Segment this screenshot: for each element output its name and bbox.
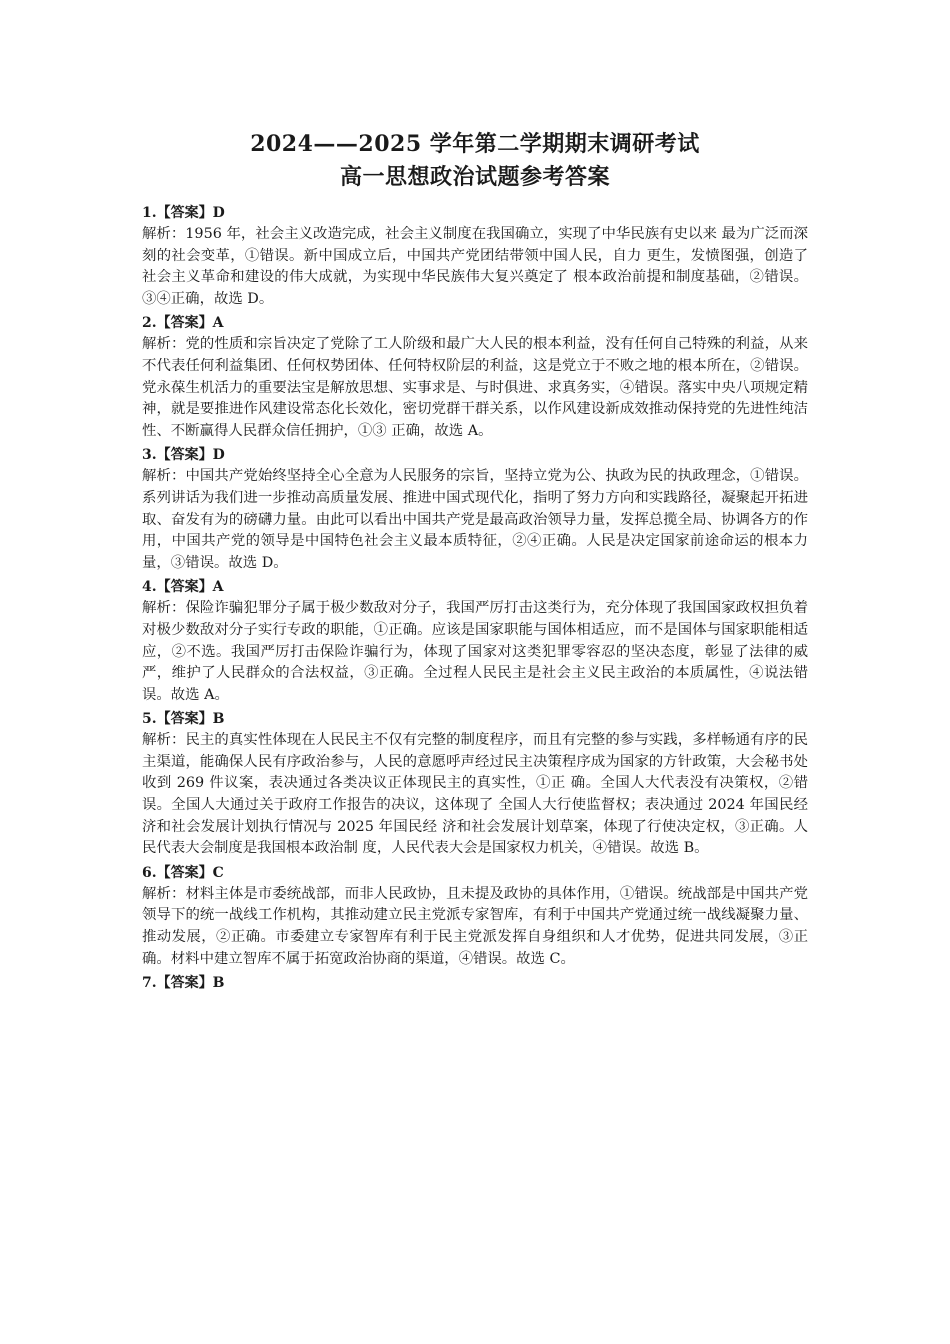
question-3 bbox=[142, 444, 808, 574]
answer-analysis: 解析：民主的真实性体现在人民民主不仅有完整的制度程序，而且有完整的参与实践，多样畅通有序的民主渠道，能确保人民有序政治参与，人民的意愿呼声经过民主决策程序成为国家的方针政策，大会秘书处收到 269 件议案，表决通过各类决议正体现民主的真实性，①正 确。全国人大代表没有决策权，②错误。全国人大通过关于政府工作报告的决议，这体现了 全国人大行使监督权；表决通过 2024 年国民经济和社会发展计划执行情况与 2025 年国民经 济和社会发展计划草案，体现了行使决定权，③正确。人民代表大会制度是我国根本政治制 度，人民代表大会是国家权力机关，④错误。故选 B。 bbox=[142, 732, 808, 857]
question-4 bbox=[142, 576, 808, 706]
answer-analysis: 解析：1956 年，社会主义改造完成，社会主义制度在我国确立，实现了中华民族有史以来 最为广泛而深刻的社会变革，①错误。新中国成立后，中国共产党团结带领中国人民，自力 更生，发愤图强，创造了社会主义革命和建设的伟大成就，为实现中华民族伟大复兴奠定了 根本政治前提和制度基础，②错误。③④正确，故选 D。 bbox=[142, 226, 808, 307]
question-7 bbox=[142, 972, 808, 994]
answer-document bbox=[142, 128, 808, 994]
answer-heading: 6.【答案】C bbox=[142, 864, 224, 881]
answer-analysis: 解析：保险诈骗犯罪分子属于极少数敌对分子，我国严厉打击这类行为，充分体现了我国国家政权担负着对极少数敌对分子实行专政的职能，①正确。应该是国家职能与国体相适应，而不是国体与国家职能相适应，②不选。我国严厉打击保险诈骗行为，体现了国家对这类犯罪零容忍的坚决态度，彰显了法律的威严，维护了人民群众的合法权益，③正确。全过程人民民主是社会主义民主政治的本质属性，④说法错误。故选 A。 bbox=[142, 600, 808, 703]
answer-analysis: 解析：材料主体是市委统战部，而非人民政协，且未提及政协的具体作用，①错误。统战部是中国共产党领导下的统一战线工作机构，其推动建立民主党派专家智库，有利于中国共产党通过统一战线凝聚力量、推动发展，②正确。市委建立专家智库有利于民主党派发挥自身组织和人才优势，促进共同发展，③正确。材料中建立智库不属于拓宽政治协商的渠道，④错误。故选 C。 bbox=[142, 885, 808, 967]
answer-heading: 7.【答案】B bbox=[142, 975, 225, 992]
answer-heading: 3.【答案】D bbox=[142, 447, 225, 464]
answer-heading: 2.【答案】A bbox=[142, 315, 224, 332]
answer-analysis: 解析：党的性质和宗旨决定了党除了工人阶级和最广大人民的根本利益，没有任何自己特殊的利益，从来不代表任何利益集团、任何权势团体、任何特权阶层的利益，这是党立于不败之地的根本所在，②错误。党永葆生机活力的重要法宝是解放思想、实事求是、与时俱进、求真务实，④错误。落实中央八项规定精神，就是要推进作风建设常态化长效化，密切党群干群关系，以作风建设新成效推动保持党的先进性纯洁性、不断赢得人民群众信任拥护，①③ 正确，故选 A。 bbox=[142, 336, 808, 439]
answer-heading: 5.【答案】B bbox=[142, 711, 225, 728]
question-1 bbox=[142, 202, 808, 310]
question-5 bbox=[142, 708, 808, 860]
answer-heading: 1.【答案】D bbox=[142, 205, 225, 221]
question-2 bbox=[142, 312, 808, 442]
document-subtitle: 高一思想政治试题参考答案 bbox=[339, 164, 610, 190]
answer-heading: 4.【答案】A bbox=[142, 579, 224, 596]
question-6 bbox=[142, 862, 808, 970]
document-title: 2024——2025 学年第二学期期末调研考试 bbox=[250, 131, 700, 157]
answer-analysis: 解析：中国共产党始终坚持全心全意为人民服务的宗旨，坚持立党为公、执政为民的执政理念，①错误。系列讲话为我们进一步推动高质量发展、推进中国式现代化，指明了努力方向和实践路径，凝聚起开拓进取、奋发有为的磅礴力量。由此可以看出中国共产党是最高政治领导力量，发挥总揽全局、协调各方的作用，中国共产党的领导是中国特色社会主义最本质特征，②④正确。人民是决定国家前途命运的根本力量，③错误。故选 D。 bbox=[142, 468, 808, 571]
